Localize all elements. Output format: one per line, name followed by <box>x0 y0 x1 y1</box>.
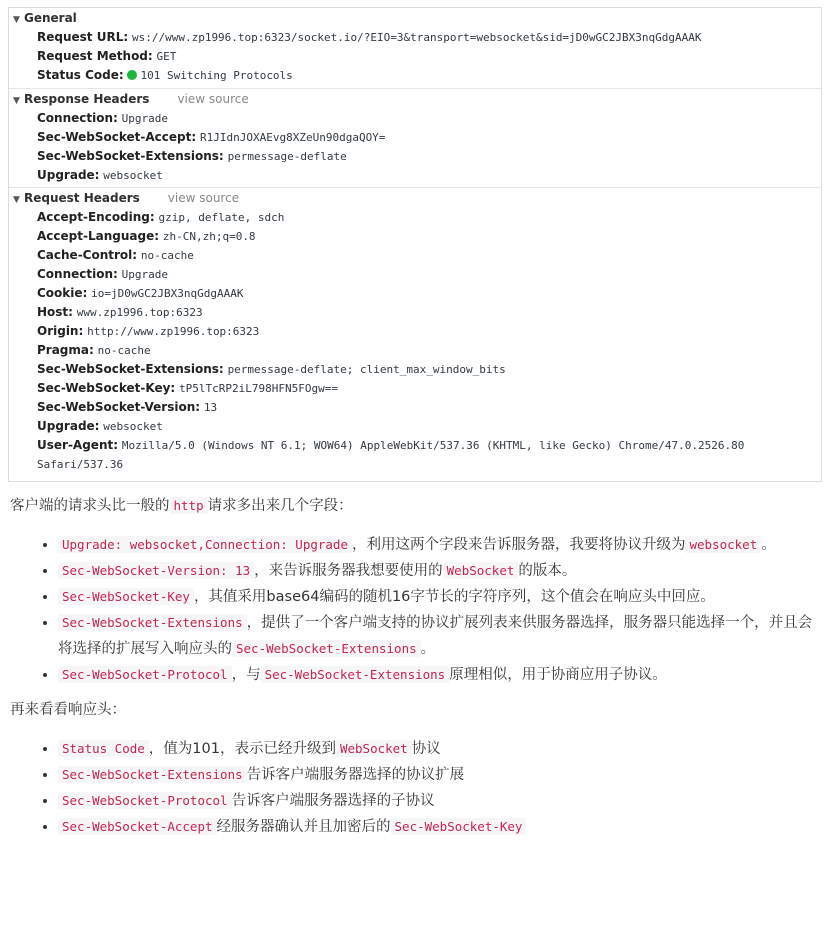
inline-code: Sec-WebSocket-Accept <box>58 818 217 835</box>
response-fields-list <box>10 736 820 840</box>
inline-code: Status Code <box>58 740 149 757</box>
header-value: 13 <box>203 401 218 414</box>
header-value: www.zp1996.top:6323 <box>76 306 203 319</box>
inline-code: Sec-WebSocket-Extensions <box>261 666 450 683</box>
header-value: R1JIdnJOXAEvg8XZeUn90dgaQOY= <box>200 131 386 144</box>
header-name: Upgrade: <box>37 168 100 182</box>
header-value: io=jD0wGC2JBX3nqGdgAAAK <box>91 287 244 300</box>
header-name: Connection: <box>37 111 118 125</box>
collapse-triangle-icon[interactable]: ▼ <box>13 96 20 106</box>
header-name: Pragma: <box>37 343 94 357</box>
header-name: Sec-WebSocket-Extensions: <box>37 149 224 163</box>
header-value: permessage-deflate; client_max_window_bits <box>227 363 506 376</box>
header-value: 101 Switching Protocols <box>140 69 293 82</box>
inline-code: Sec-WebSocket-Protocol <box>58 666 232 683</box>
header-name: User-Agent: <box>37 438 119 452</box>
header-row <box>9 360 821 379</box>
inline-code: websocket <box>685 536 761 553</box>
list-item <box>58 558 820 584</box>
text-span: 客户端的请求头比一般的 <box>10 498 170 514</box>
inline-code: Sec-WebSocket-Protocol <box>58 792 232 809</box>
text-span: 。 <box>420 641 436 657</box>
header-row <box>9 303 821 322</box>
inline-code: Sec-WebSocket-Extensions <box>58 766 247 783</box>
header-value: Upgrade <box>121 112 169 125</box>
header-name: Connection: <box>37 267 118 281</box>
status-ok-dot-icon <box>127 70 137 80</box>
header-value: permessage-deflate <box>227 150 347 163</box>
text-span: 请求多出来几个字段： <box>207 498 353 514</box>
header-value: websocket <box>103 420 163 433</box>
request-headers-section <box>9 187 821 474</box>
header-name: Status Code: <box>37 68 124 82</box>
collapse-triangle-icon[interactable]: ▼ <box>13 15 20 25</box>
text-span: 告诉客户端服务器选择的协议扩展 <box>246 767 465 783</box>
header-row <box>9 398 821 417</box>
list-item <box>58 662 820 688</box>
collapse-triangle-icon[interactable]: ▼ <box>13 195 20 205</box>
header-value: GET <box>156 50 177 63</box>
header-row <box>9 265 821 284</box>
header-value: Upgrade <box>121 268 169 281</box>
list-item <box>58 814 820 840</box>
header-value: Mozilla/5.0 (Windows NT 6.1; WOW64) AppleWebKit/537.36 (KHTML, like Gecko) Chrome/47.0.2526.80 Safari/537.36 <box>37 439 745 471</box>
inline-code: WebSocket <box>443 562 519 579</box>
view-source-link[interactable]: view source <box>167 191 240 205</box>
header-row-request-method <box>9 47 821 66</box>
inline-code: http <box>170 497 208 514</box>
inline-code: Sec-WebSocket-Extensions <box>232 640 421 657</box>
header-row <box>9 341 821 360</box>
general-title: General <box>24 11 77 25</box>
inline-code: WebSocket <box>336 740 412 757</box>
inline-code: Sec-WebSocket-Key <box>391 818 527 835</box>
header-row <box>9 284 821 303</box>
list-item <box>58 532 820 558</box>
header-row-request-url <box>9 28 821 47</box>
general-section-toggle[interactable] <box>9 8 821 28</box>
header-name: Sec-WebSocket-Key: <box>37 381 176 395</box>
request-headers-toggle[interactable] <box>9 188 821 208</box>
text-span: 告诉客户端服务器选择的子协议 <box>231 793 435 809</box>
header-row <box>9 246 821 265</box>
text-span: ，来告诉服务器我想要使用的 <box>254 563 443 579</box>
header-value: zh-CN,zh;q=0.8 <box>162 230 256 243</box>
article-body <box>10 486 820 840</box>
text-span: ，其值采用base64编码的随机16字节长的字符序列，这个值会在响应头中回应。 <box>193 589 715 605</box>
header-row <box>9 208 821 227</box>
inline-code: Sec-WebSocket-Extensions <box>58 614 247 631</box>
header-row-status-code <box>9 66 821 85</box>
text-span: 的版本。 <box>518 563 577 579</box>
inline-code: Upgrade: websocket,Connection: Upgrade <box>58 536 352 553</box>
text-span: 。 <box>761 537 776 553</box>
header-value: gzip, deflate, sdch <box>158 211 285 224</box>
header-row <box>9 166 821 185</box>
header-value: tP5lTcRP2iL798HFN5FOgw== <box>179 382 339 395</box>
list-item <box>58 610 820 662</box>
general-section <box>9 8 821 88</box>
request-headers-title: Request Headers <box>24 191 140 205</box>
header-value: no-cache <box>140 249 194 262</box>
devtools-headers-panel <box>8 7 822 482</box>
list-item <box>58 788 820 814</box>
text-span: ，提供了一个客户端支持的协议扩展列表来供服务器选择，服务器只能选择一个，并且会将选择的扩展写入响应头的 <box>58 615 813 657</box>
header-value: ws://www.zp1996.top:6323/socket.io/?EIO=3&transport=websocket&sid=jD0wGC2JBX3nqGdgAAAK <box>131 31 702 44</box>
list-item <box>58 584 820 610</box>
text-span: ，利用这两个字段来告诉服务器，我要将协议升级为 <box>351 537 686 553</box>
text-span: 经服务器确认并且加密后的 <box>216 819 391 835</box>
header-row <box>9 417 821 436</box>
text-span: 协议 <box>411 741 441 757</box>
header-name: Cookie: <box>37 286 88 300</box>
header-name: Request Method: <box>37 49 153 63</box>
header-row-user-agent <box>9 436 821 474</box>
header-value: http://www.zp1996.top:6323 <box>87 325 260 338</box>
header-name: Sec-WebSocket-Version: <box>37 400 201 414</box>
text-span: ，值为101，表示已经升级到 <box>148 741 336 757</box>
list-item <box>58 736 820 762</box>
header-value: no-cache <box>97 344 151 357</box>
header-name: Upgrade: <box>37 419 100 433</box>
list-item <box>58 762 820 788</box>
header-name: Host: <box>37 305 73 319</box>
header-name: Request URL: <box>37 30 129 44</box>
request-intro-paragraph <box>10 494 820 518</box>
header-row <box>9 227 821 246</box>
header-name: Accept-Encoding: <box>37 210 155 224</box>
inline-code: Sec-WebSocket-Version: 13 <box>58 562 254 579</box>
response-intro-paragraph: 再来看看响应头： <box>10 702 126 718</box>
header-row <box>9 379 821 398</box>
header-row <box>9 147 821 166</box>
response-headers-section <box>9 88 821 187</box>
header-value: websocket <box>103 169 163 182</box>
header-name: Cache-Control: <box>37 248 138 262</box>
header-row <box>9 109 821 128</box>
response-headers-title: Response Headers <box>24 92 150 106</box>
header-row <box>9 128 821 147</box>
header-name: Origin: <box>37 324 84 338</box>
inline-code: Sec-WebSocket-Key <box>58 588 194 605</box>
header-row <box>9 322 821 341</box>
header-name: Sec-WebSocket-Extensions: <box>37 362 224 376</box>
response-headers-toggle[interactable] <box>9 89 821 109</box>
header-name: Accept-Language: <box>37 229 160 243</box>
text-span: 原理相似，用于协商应用子协议。 <box>449 667 667 683</box>
header-name: Sec-WebSocket-Accept: <box>37 130 197 144</box>
text-span: ，与 <box>231 667 261 683</box>
view-source-link[interactable]: view source <box>177 92 249 106</box>
request-fields-list <box>10 532 820 688</box>
